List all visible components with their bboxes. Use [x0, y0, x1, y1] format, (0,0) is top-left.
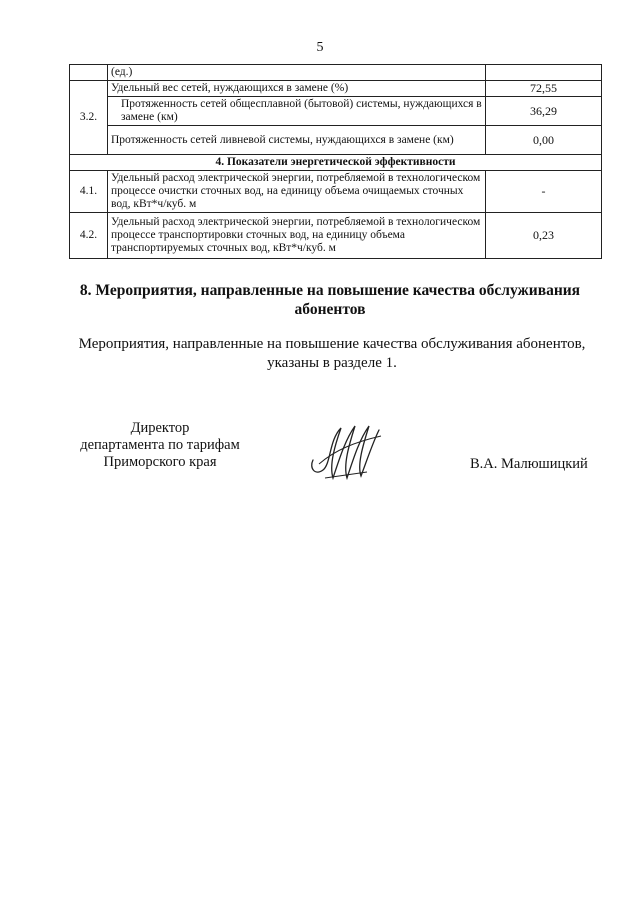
- row-value: 36,29: [486, 97, 602, 126]
- row-text-inner: Протяженность сетей общесплавной (бытовой) системы, нуждающихся в замене (км): [121, 98, 482, 123]
- table-row: [70, 97, 602, 126]
- position-line: департамента по тарифам: [80, 437, 240, 453]
- table-row: [70, 126, 602, 155]
- row-number: 4.2.: [70, 213, 108, 259]
- section-row: [70, 155, 602, 171]
- position-line: Директор: [130, 420, 190, 436]
- row-value: 0,23: [486, 213, 602, 259]
- section-title: 8. Мероприятия, направленные на повышение качества обслуживания абонентов: [79, 282, 581, 318]
- table-row: [70, 65, 602, 81]
- row-value: -: [486, 171, 602, 213]
- section-text: Мероприятия, направленные на повышение качества обслуживания абонентов, указаны в разделе 1.: [78, 336, 586, 371]
- row-value: [486, 65, 602, 81]
- row-text: Удельный расход электрической энергии, потребляемой в технологическом процессе очистки сточных вод, на единицу объема очищаемых сточных вод, кВт*ч/куб. м: [108, 171, 486, 213]
- row-text: [108, 97, 486, 126]
- table-row: [70, 213, 602, 259]
- row-number: 4.1.: [70, 171, 108, 213]
- table-row: [70, 81, 602, 97]
- table-row: [70, 171, 602, 213]
- indicators-table: [69, 64, 602, 259]
- handwritten-signature: [305, 420, 385, 485]
- row-text: Удельный вес сетей, нуждающихся в замене (%): [108, 81, 486, 97]
- section-heading: 4. Показатели энергетической эффективности: [70, 155, 602, 171]
- position-line: Приморского края: [103, 454, 217, 470]
- row-value: 72,55: [486, 81, 602, 97]
- page-number: 5: [316, 40, 324, 55]
- row-number: 3.2.: [70, 81, 108, 155]
- row-text: Удельный расход электрической энергии, потребляемой в технологическом процессе транспортировки сточных вод, на единицу объема транспортируемых сточных вод, кВт*ч/куб. м: [108, 213, 486, 259]
- row-text: (ед.): [108, 65, 486, 81]
- row-number: [70, 65, 108, 81]
- row-text: Протяженность сетей ливневой системы, нуждающихся в замене (км): [108, 126, 486, 155]
- signatory-position: [55, 420, 265, 471]
- row-value: 0,00: [486, 126, 602, 155]
- signatory-name: В.А. Малюшицкий: [470, 456, 588, 472]
